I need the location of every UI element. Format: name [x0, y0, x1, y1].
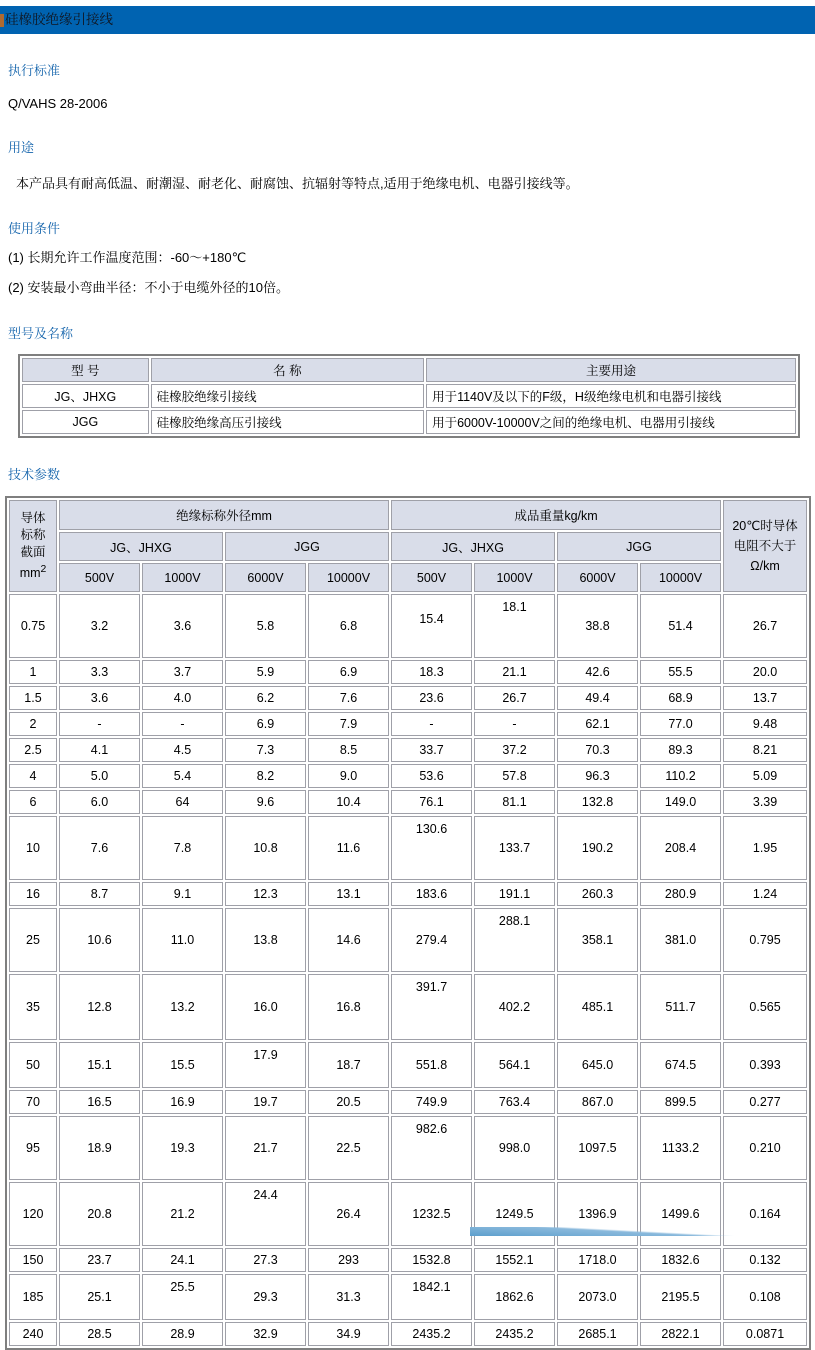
value-cell: 25.1 — [59, 1274, 140, 1320]
value-cell: 26.7 — [474, 686, 555, 710]
value-cell: 7.6 — [59, 816, 140, 880]
value-cell: 13.8 — [225, 908, 306, 972]
value-cell: 280.9 — [640, 882, 721, 906]
value-cell: 20.8 — [59, 1182, 140, 1246]
use-cell: 用于6000V-10000V之间的绝缘电机、电器用引接线 — [426, 410, 796, 434]
row-size-cell: 2 — [9, 712, 57, 736]
value-cell: 20.5 — [308, 1090, 389, 1114]
column-header-main-use: 主要用途 — [426, 358, 796, 382]
value-cell: 279.4 — [391, 908, 472, 972]
table-row — [9, 816, 807, 880]
value-cell: 62.1 — [557, 712, 638, 736]
table-row — [9, 686, 807, 710]
value-cell: 3.7 — [142, 660, 223, 684]
value-cell: 19.3 — [142, 1116, 223, 1180]
value-cell: 8.2 — [225, 764, 306, 788]
value-cell: 293 — [308, 1248, 389, 1272]
value-cell: 132.8 — [557, 790, 638, 814]
usage-text: 本产品具有耐高低温、耐潮湿、耐老化、耐腐蚀、抗辐射等特点,适用于绝缘电机、电器引接线等。 — [16, 176, 579, 191]
value-cell: 16.9 — [142, 1090, 223, 1114]
table-row — [9, 1042, 807, 1088]
resistance-header-line: 20℃时导体电阻不大于 — [732, 519, 798, 553]
row-size-cell: 1 — [9, 660, 57, 684]
value-cell: 23.6 — [391, 686, 472, 710]
model-name-table — [18, 354, 800, 438]
row-size-cell: 16 — [9, 882, 57, 906]
value-cell: 64 — [142, 790, 223, 814]
value-cell: 5.09 — [723, 764, 807, 788]
group-header-diameter: 绝缘标称外径mm — [59, 500, 389, 530]
value-cell: 0.565 — [723, 974, 807, 1040]
value-cell: 10.6 — [59, 908, 140, 972]
table-row — [9, 790, 807, 814]
resistance-header — [723, 500, 807, 592]
row-size-cell: 95 — [9, 1116, 57, 1180]
value-cell: 391.7 — [391, 974, 472, 1040]
value-cell: 49.4 — [557, 686, 638, 710]
column-header-name: 名 称 — [151, 358, 424, 382]
value-cell: 0.164 — [723, 1182, 807, 1246]
value-cell: 191.1 — [474, 882, 555, 906]
table-row — [22, 410, 796, 434]
value-cell: 260.3 — [557, 882, 638, 906]
value-cell: 89.3 — [640, 738, 721, 762]
value-cell: 4.1 — [59, 738, 140, 762]
value-cell: 24.4 — [225, 1182, 306, 1246]
value-cell: 564.1 — [474, 1042, 555, 1088]
row-size-cell: 240 — [9, 1322, 57, 1346]
value-cell: 51.4 — [640, 594, 721, 658]
row-size-cell: 25 — [9, 908, 57, 972]
value-cell: 6.2 — [225, 686, 306, 710]
value-cell: 15.5 — [142, 1042, 223, 1088]
value-cell: 11.0 — [142, 908, 223, 972]
table-row — [9, 712, 807, 736]
value-cell: 96.3 — [557, 764, 638, 788]
value-cell: 26.7 — [723, 594, 807, 658]
value-cell: 3.6 — [142, 594, 223, 658]
value-cell: 982.6 — [391, 1116, 472, 1180]
table-row — [22, 384, 796, 408]
name-cell: 硅橡胶绝缘高压引接线 — [151, 410, 424, 434]
value-cell: 21.1 — [474, 660, 555, 684]
value-cell: 0.277 — [723, 1090, 807, 1114]
row-size-cell: 1.5 — [9, 686, 57, 710]
value-cell: 674.5 — [640, 1042, 721, 1088]
table-row — [9, 1116, 807, 1180]
value-cell: 5.9 — [225, 660, 306, 684]
voltage-header: 10000V — [640, 563, 721, 592]
value-cell: 3.39 — [723, 790, 807, 814]
value-cell: 12.3 — [225, 882, 306, 906]
table-row — [9, 908, 807, 972]
table-row — [9, 974, 807, 1040]
conductor-section-header — [9, 500, 57, 592]
value-cell: 13.7 — [723, 686, 807, 710]
value-cell: 3.6 — [59, 686, 140, 710]
section-heading-conditions: 使用条件 — [8, 221, 61, 236]
value-cell: 1552.1 — [474, 1248, 555, 1272]
voltage-header: 500V — [59, 563, 140, 592]
value-cell: 998.0 — [474, 1116, 555, 1180]
value-cell: 77.0 — [640, 712, 721, 736]
section-heading-tech: 技术参数 — [8, 467, 61, 482]
corner-unit: $mm^2$ — [19, 563, 47, 581]
value-cell: 1718.0 — [557, 1248, 638, 1272]
value-cell: 6.9 — [225, 712, 306, 736]
value-cell: 2435.2 — [474, 1322, 555, 1346]
value-cell: 20.0 — [723, 660, 807, 684]
value-cell: 23.7 — [59, 1248, 140, 1272]
value-cell: 133.7 — [474, 816, 555, 880]
value-cell: 15.4 — [391, 594, 472, 658]
value-cell: 149.0 — [640, 790, 721, 814]
table-row — [9, 882, 807, 906]
value-cell: 19.7 — [225, 1090, 306, 1114]
row-size-cell: 6 — [9, 790, 57, 814]
value-cell: 1.24 — [723, 882, 807, 906]
value-cell: 10.8 — [225, 816, 306, 880]
table-row — [9, 1248, 807, 1272]
condition-item-1: (1) 长期允许工作温度范围：-60～+180℃ — [8, 250, 247, 265]
value-cell: 511.7 — [640, 974, 721, 1040]
value-cell: 29.3 — [225, 1274, 306, 1320]
value-cell: 22.5 — [308, 1116, 389, 1180]
section-heading-usage: 用途 — [8, 140, 35, 155]
value-cell: 1097.5 — [557, 1116, 638, 1180]
value-cell: 2685.1 — [557, 1322, 638, 1346]
title-accent-mark — [0, 14, 4, 27]
condition-item-2: (2) 安装最小弯曲半径：不小于电缆外径的10倍。 — [8, 280, 289, 295]
table-row — [9, 1274, 807, 1320]
value-cell: 899.5 — [640, 1090, 721, 1114]
value-cell: 7.3 — [225, 738, 306, 762]
value-cell: 5.0 — [59, 764, 140, 788]
model-header: JGG — [225, 532, 389, 561]
value-cell: 16.8 — [308, 974, 389, 1040]
value-cell: 358.1 — [557, 908, 638, 972]
section-heading-standard: 执行标准 — [8, 63, 61, 78]
value-cell: 763.4 — [474, 1090, 555, 1114]
value-cell: 551.8 — [391, 1042, 472, 1088]
value-cell: 1842.1 — [391, 1274, 472, 1320]
value-cell: 0.132 — [723, 1248, 807, 1272]
value-cell: 749.9 — [391, 1090, 472, 1114]
value-cell: 2195.5 — [640, 1274, 721, 1320]
value-cell: 10.4 — [308, 790, 389, 814]
technical-parameters-table — [5, 496, 811, 1350]
value-cell: 13.2 — [142, 974, 223, 1040]
value-cell: 0.210 — [723, 1116, 807, 1180]
value-cell: 18.1 — [474, 594, 555, 658]
value-cell: 28.9 — [142, 1322, 223, 1346]
value-cell: 18.9 — [59, 1116, 140, 1180]
value-cell: 4.0 — [142, 686, 223, 710]
value-cell: 5.8 — [225, 594, 306, 658]
value-cell: 25.5 — [142, 1274, 223, 1320]
value-cell: 2822.1 — [640, 1322, 721, 1346]
value-cell: 402.2 — [474, 974, 555, 1040]
value-cell: 4.5 — [142, 738, 223, 762]
row-size-cell: 35 — [9, 974, 57, 1040]
resistance-header-unit: Ω/km — [750, 559, 780, 573]
value-cell: 16.5 — [59, 1090, 140, 1114]
value-cell: 5.4 — [142, 764, 223, 788]
value-cell: 33.7 — [391, 738, 472, 762]
model-cell: JGG — [22, 410, 149, 434]
value-cell: 7.6 — [308, 686, 389, 710]
value-cell: - — [142, 712, 223, 736]
table-row — [9, 764, 807, 788]
value-cell: 1532.8 — [391, 1248, 472, 1272]
value-cell: 21.7 — [225, 1116, 306, 1180]
voltage-header: 1000V — [474, 563, 555, 592]
value-cell: 70.3 — [557, 738, 638, 762]
voltage-header: 6000V — [225, 563, 306, 592]
page-title-bar — [0, 6, 815, 34]
table-row — [9, 594, 807, 658]
value-cell: 0.108 — [723, 1274, 807, 1320]
value-cell: 2435.2 — [391, 1322, 472, 1346]
value-cell: 34.9 — [308, 1322, 389, 1346]
row-size-cell: 2.5 — [9, 738, 57, 762]
value-cell: 1249.5 — [474, 1182, 555, 1246]
value-cell: 76.1 — [391, 790, 472, 814]
value-cell: 110.2 — [640, 764, 721, 788]
value-cell: 381.0 — [640, 908, 721, 972]
value-cell: 7.8 — [142, 816, 223, 880]
value-cell: 9.0 — [308, 764, 389, 788]
row-size-cell: 50 — [9, 1042, 57, 1088]
value-cell: 42.6 — [557, 660, 638, 684]
value-cell: 18.3 — [391, 660, 472, 684]
value-cell: 6.9 — [308, 660, 389, 684]
value-cell: 1.95 — [723, 816, 807, 880]
voltage-header: 10000V — [308, 563, 389, 592]
value-cell: 208.4 — [640, 816, 721, 880]
table-row — [9, 738, 807, 762]
page-title: 硅橡胶绝缘引接线 — [5, 12, 113, 27]
value-cell: 1396.9 — [557, 1182, 638, 1246]
row-size-cell: 70 — [9, 1090, 57, 1114]
value-cell: 130.6 — [391, 816, 472, 880]
row-size-cell: 10 — [9, 816, 57, 880]
value-cell: 16.0 — [225, 974, 306, 1040]
value-cell: 17.9 — [225, 1042, 306, 1088]
value-cell: 1232.5 — [391, 1182, 472, 1246]
row-size-cell: 120 — [9, 1182, 57, 1246]
value-cell: 2073.0 — [557, 1274, 638, 1320]
value-cell: 15.1 — [59, 1042, 140, 1088]
value-cell: 6.0 — [59, 790, 140, 814]
value-cell: 8.7 — [59, 882, 140, 906]
value-cell: - — [474, 712, 555, 736]
row-size-cell: 185 — [9, 1274, 57, 1320]
value-cell: 55.5 — [640, 660, 721, 684]
name-cell: 硅橡胶绝缘引接线 — [151, 384, 424, 408]
value-cell: 183.6 — [391, 882, 472, 906]
section-heading-models: 型号及名称 — [8, 326, 74, 341]
value-cell: 1133.2 — [640, 1116, 721, 1180]
value-cell: 1832.6 — [640, 1248, 721, 1272]
value-cell: 9.6 — [225, 790, 306, 814]
table-row — [9, 1090, 807, 1114]
value-cell: 190.2 — [557, 816, 638, 880]
corner-line: 标称 — [20, 527, 46, 542]
table-header-row — [9, 563, 807, 592]
value-cell: 21.2 — [142, 1182, 223, 1246]
column-header-model: 型 号 — [22, 358, 149, 382]
value-cell: 485.1 — [557, 974, 638, 1040]
use-cell: 用于1140V及以下的F级，H级绝缘电机和电器引接线 — [426, 384, 796, 408]
value-cell: 1862.6 — [474, 1274, 555, 1320]
value-cell: 288.1 — [474, 908, 555, 972]
table-row — [9, 1182, 807, 1246]
value-cell: 68.9 — [640, 686, 721, 710]
voltage-header: 6000V — [557, 563, 638, 592]
value-cell: 12.8 — [59, 974, 140, 1040]
value-cell: 37.2 — [474, 738, 555, 762]
value-cell: 28.5 — [59, 1322, 140, 1346]
value-cell: 38.8 — [557, 594, 638, 658]
model-cell: JG、JHXG — [22, 384, 149, 408]
value-cell: 24.1 — [142, 1248, 223, 1272]
group-header-weight: 成品重量kg/km — [391, 500, 721, 530]
table-header-row — [22, 358, 796, 382]
table-row — [9, 660, 807, 684]
value-cell: 27.3 — [225, 1248, 306, 1272]
value-cell: 14.6 — [308, 908, 389, 972]
corner-line: 导体 — [20, 510, 46, 525]
value-cell: 53.6 — [391, 764, 472, 788]
value-cell: 26.4 — [308, 1182, 389, 1246]
table-header-row — [9, 532, 807, 561]
value-cell: 18.7 — [308, 1042, 389, 1088]
row-size-cell: 0.75 — [9, 594, 57, 658]
standard-text: Q/VAHS 28-2006 — [8, 96, 108, 111]
value-cell: 0.0871 — [723, 1322, 807, 1346]
table-row — [9, 1322, 807, 1346]
value-cell: 0.795 — [723, 908, 807, 972]
value-cell: - — [391, 712, 472, 736]
row-size-cell: 4 — [9, 764, 57, 788]
value-cell: 13.1 — [308, 882, 389, 906]
model-header: JGG — [557, 532, 721, 561]
value-cell: 6.8 — [308, 594, 389, 658]
table-header-row — [9, 500, 807, 530]
value-cell: 645.0 — [557, 1042, 638, 1088]
value-cell: 8.5 — [308, 738, 389, 762]
value-cell: 81.1 — [474, 790, 555, 814]
value-cell: 0.393 — [723, 1042, 807, 1088]
value-cell: 867.0 — [557, 1090, 638, 1114]
model-header: JG、JHXG — [59, 532, 223, 561]
value-cell: 3.2 — [59, 594, 140, 658]
value-cell: 9.1 — [142, 882, 223, 906]
model-header: JG、JHXG — [391, 532, 555, 561]
value-cell: 3.3 — [59, 660, 140, 684]
value-cell: 8.21 — [723, 738, 807, 762]
value-cell: - — [59, 712, 140, 736]
value-cell: 57.8 — [474, 764, 555, 788]
value-cell: 1499.6 — [640, 1182, 721, 1246]
corner-line: 截面 — [20, 544, 46, 559]
value-cell: 9.48 — [723, 712, 807, 736]
value-cell: 11.6 — [308, 816, 389, 880]
value-cell: 7.9 — [308, 712, 389, 736]
row-size-cell: 150 — [9, 1248, 57, 1272]
voltage-header: 1000V — [142, 563, 223, 592]
value-cell: 31.3 — [308, 1274, 389, 1320]
value-cell: 32.9 — [225, 1322, 306, 1346]
voltage-header: 500V — [391, 563, 472, 592]
